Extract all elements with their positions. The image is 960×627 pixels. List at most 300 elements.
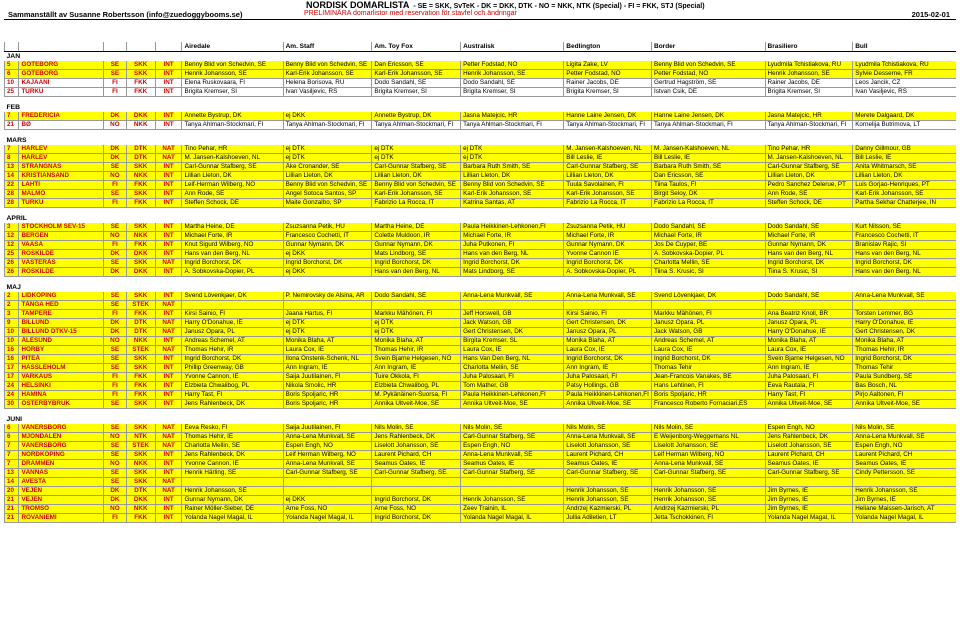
show-org: NTK [126, 433, 155, 442]
judge-cell: Carl-Gunnar Stafberg, SE [765, 469, 853, 478]
show-org: SKK [126, 190, 155, 199]
show-city: GÖTEBORG [19, 70, 104, 79]
show-day: 12 [5, 232, 19, 241]
judge-cell: A. Sobkovska-Dopier, PL [652, 250, 766, 259]
month-label: MAJ [6, 283, 21, 291]
show-org: SKK [126, 292, 155, 301]
show-city: VÄNERSBORG [19, 442, 104, 451]
show-city: ÖSTERBYBRUK [19, 400, 104, 409]
judge-cell: Harry Tast, FI [765, 391, 853, 400]
show-row[interactable] [5, 364, 957, 373]
show-row[interactable] [5, 373, 957, 382]
show-row[interactable] [5, 79, 957, 88]
judge-cell: Eeva Resko, FI [182, 424, 283, 433]
judge-cell: Seamus Oates, IE [461, 460, 564, 469]
show-row[interactable] [5, 181, 957, 190]
judge-cell: Lillian Lleton, DK [182, 172, 283, 181]
judge-cell: Lillian Lleton, DK [853, 172, 956, 181]
judge-cell: Nils Molin, SE [652, 424, 766, 433]
show-row[interactable] [5, 61, 957, 70]
judge-cell: Yvonne Cannon IE [564, 250, 652, 259]
show-org: NKK [126, 337, 155, 346]
show-city: VEJEN [19, 487, 104, 496]
judge-cell [853, 478, 956, 487]
judge-cell [283, 487, 372, 496]
judge-cell [853, 301, 956, 310]
show-country: NO [104, 460, 127, 469]
show-country: SE [104, 451, 127, 460]
judge-cell: Henrik Johansson, SE [652, 496, 766, 505]
judge-cell: Ann Ingram, IE [372, 364, 461, 373]
judge-cell: Charlotta Mellin, SE [461, 364, 564, 373]
judge-cell: ej DTK [372, 319, 461, 328]
judge-cell: Benny Blid von Schedvin, SE [182, 61, 283, 70]
show-city: HAMINA [19, 391, 104, 400]
judge-cell [564, 301, 652, 310]
show-row[interactable] [5, 292, 957, 301]
column-header: Airedale [182, 42, 283, 52]
show-org: SKK [126, 61, 155, 70]
show-row[interactable] [5, 268, 957, 277]
show-row[interactable] [5, 163, 957, 172]
show-org: SKK [126, 355, 155, 364]
show-row[interactable] [5, 391, 957, 400]
judge-cell: Leif Herman Wilberg, NO [652, 451, 766, 460]
show-country: DK [104, 268, 127, 277]
show-type: NAT [155, 433, 182, 442]
judge-cell: Laura Cox, IE [283, 346, 372, 355]
judge-cell: Boris Spoljaric, HR [283, 391, 372, 400]
judge-cell: Fabrizio La Rocca, IT [564, 199, 652, 208]
judge-cell: Mats Lindborg, SE [461, 268, 564, 277]
judge-cell: Ann Rode, SE [765, 190, 853, 199]
judge-cell: Jos De Cuyper, BE [652, 241, 766, 250]
show-row[interactable] [5, 310, 957, 319]
show-country: NO [104, 433, 127, 442]
judge-cell: Jullia Adiletien, LT [564, 514, 652, 523]
judge-cell: Jean-Francois Vanakes, BE [652, 373, 766, 382]
show-country: SE [104, 424, 127, 433]
judge-cell: Michael Forte, IR [564, 232, 652, 241]
show-day: 5 [5, 61, 19, 70]
judge-cell: Elzbieta Chwalibog, PL [182, 382, 283, 391]
judge-cell: Carl-Gunnar Stafberg, SE [765, 163, 853, 172]
show-day: 7 [5, 112, 19, 121]
show-row[interactable] [5, 478, 957, 487]
judge-cell [461, 487, 564, 496]
show-org: FKK [126, 382, 155, 391]
show-row[interactable] [5, 460, 957, 469]
show-city: BILLUND DTKV-15 [19, 328, 104, 337]
column-header: Border [652, 42, 766, 52]
judge-cell: Jack Watson, GB [461, 319, 564, 328]
judge-cell: Jeff Horswell, GB [461, 310, 564, 319]
judge-cell: Juha Palosaari, FI [461, 373, 564, 382]
judge-cell: Juha Palosaari, FI [564, 373, 652, 382]
judge-cell: Laurent Pichard, CH [372, 451, 461, 460]
show-country: SE [104, 355, 127, 364]
judge-cell: Ingrid Borchorst, DK [564, 355, 652, 364]
show-type: INT [155, 181, 182, 190]
judge-cell: Janusz Opara, PL [564, 328, 652, 337]
judge-cell: Jim Byrnes, IE [853, 496, 956, 505]
judge-cell: Anna-Lena Munkvall, SE [652, 460, 766, 469]
judge-cell: Petter Fodstad, NO [564, 70, 652, 79]
subtitle-text: - SE = SKK, SvTeK - DK = DKK, DTK - NO = NKK, NTK (Special) - FI = FKK, STJ (Special) [413, 3, 705, 10]
judge-cell [461, 301, 564, 310]
show-org: SKK [126, 259, 155, 268]
judge-cell: ej DTK [372, 154, 461, 163]
show-row[interactable] [5, 223, 957, 232]
show-row[interactable] [5, 487, 957, 496]
judge-cell [182, 478, 283, 487]
show-org: SKK [126, 478, 155, 487]
judge-cell: Liselott Johansson, SE [372, 442, 461, 451]
judge-cell: ej DTK [372, 145, 461, 154]
show-type: INT [155, 70, 182, 79]
judge-cell [182, 301, 283, 310]
judge-cell: Harry O'Donahue, IE [765, 328, 853, 337]
show-type: INT [155, 292, 182, 301]
judge-cell: Liselott Johansson, SE [765, 442, 853, 451]
show-day: 13 [5, 163, 19, 172]
judge-cell: Gunnar Nymann, DK [372, 241, 461, 250]
judge-cell: Hans van den Berg, NL [765, 250, 853, 259]
judge-cell: Ingrid Borchorst, DK [372, 259, 461, 268]
preliminary-notice: PRELIMINÄRA domarlistor med reservation för stavfel och ändringar [304, 10, 517, 17]
show-row[interactable] [5, 451, 957, 460]
judge-cell: Ann Ingram, IE [765, 364, 853, 373]
show-country: FI [104, 373, 127, 382]
show-country: DK [104, 154, 127, 163]
show-row[interactable] [5, 145, 957, 154]
judge-cell: Luis Gorjao-Henriques, PT [853, 181, 956, 190]
judge-cell: Boris Spoljaric, HR [283, 400, 372, 409]
show-type: INT [155, 460, 182, 469]
judge-cell: Tiina Taulos, FI [652, 181, 766, 190]
show-org: FKK [126, 391, 155, 400]
column-header: Bull [853, 42, 956, 52]
judge-cell: Lyudmila Tchistiakova, RU [765, 61, 853, 70]
judge-cell: Dodo Sandahl, SE [765, 292, 853, 301]
show-day: 16 [5, 355, 19, 364]
judge-cell [461, 478, 564, 487]
judge-cell: Janusz Opara, PL [652, 319, 766, 328]
judge-cell: Angel Sotoca Santos, SP [283, 190, 372, 199]
judge-cell: Anna-Lena Munkvall, SE [564, 433, 652, 442]
show-row[interactable] [5, 190, 957, 199]
judge-cell: Francesco Cochetti, IT [853, 232, 956, 241]
show-day: 7 [5, 451, 19, 460]
spreadsheet [4, 0, 956, 523]
judge-cell: Rainer Jacobs, DE [765, 79, 853, 88]
compiled-by: Sammanställt av Susanne Robertsson (info@zuedoggybooms.se) [8, 10, 243, 19]
show-day: 28 [5, 190, 19, 199]
show-row[interactable] [5, 496, 957, 505]
judge-cell: Yolanda Nagel Magal, IL [853, 514, 956, 523]
show-row[interactable] [5, 121, 957, 130]
judge-cell: Ann Ingram, IE [283, 364, 372, 373]
judge-cell: Steffen Schock, DE [182, 199, 283, 208]
show-row[interactable] [5, 154, 957, 163]
show-row[interactable] [5, 400, 957, 409]
judge-cell: Seamus Oates, IE [372, 460, 461, 469]
judge-cell: Espen Engh, NO [853, 442, 956, 451]
judge-cell: Ann Rode, SE [182, 190, 283, 199]
show-city: LIDKÖPING [19, 292, 104, 301]
show-city: ROSKILDE [19, 268, 104, 277]
show-org: NKK [126, 121, 155, 130]
judge-cell: Tiina S. Krusic, SI [652, 268, 766, 277]
month-header [5, 214, 957, 223]
judge-cell: Jens Rahlenbeck, DK [182, 451, 283, 460]
show-country: NO [104, 505, 127, 514]
judge-cell: Tanya Ahlman-Stockmari, FI [652, 121, 766, 130]
show-row[interactable] [5, 469, 957, 478]
judge-cell [765, 301, 853, 310]
judge-cell [564, 478, 652, 487]
show-day: 3 [5, 223, 19, 232]
judge-cell: Nils Molin, SE [461, 424, 564, 433]
show-row[interactable] [5, 346, 957, 355]
show-row[interactable] [5, 70, 957, 79]
show-day: 16 [5, 346, 19, 355]
show-row[interactable] [5, 259, 957, 268]
judge-cell: Ingrid Borchorst, DK [283, 259, 372, 268]
judge-cell: Henrik Johansson, SE [182, 487, 283, 496]
show-row[interactable] [5, 88, 957, 97]
judge-cell: Gert Christensen, DK [461, 328, 564, 337]
judge-cell: Lillian Lleton, DK [765, 172, 853, 181]
judge-cell: Jens Rahlenbeck, DK [765, 433, 853, 442]
judge-cell: Laurent Pichard, CH [853, 451, 956, 460]
show-country: DK [104, 328, 127, 337]
judge-cell: Paula Sundberg, SE [853, 373, 956, 382]
show-row[interactable] [5, 424, 957, 433]
show-country: FI [104, 391, 127, 400]
judge-cell: Seamus Oates, IE [853, 460, 956, 469]
show-day: 7 [5, 442, 19, 451]
judge-cell: Barbara Ruth Smith, SE [461, 163, 564, 172]
show-type: INT [155, 112, 182, 121]
show-row[interactable] [5, 328, 957, 337]
judge-cell: ej DTK [461, 145, 564, 154]
show-city: VEJEN [19, 496, 104, 505]
judge-cell: Jasna Matejcic, HR [765, 112, 853, 121]
judge-cell: Jasna Matejcic, HR [461, 112, 564, 121]
judge-cell: Ingrid Borchorst, DK [564, 259, 652, 268]
judge-cell: Brigita Kremser, SI [461, 88, 564, 97]
show-row[interactable] [5, 199, 957, 208]
list-date: 2015-02-01 [911, 10, 950, 19]
judge-cell [652, 478, 766, 487]
judge-cell: Dodo Sandahl, SE [372, 79, 461, 88]
show-day: 25 [5, 250, 19, 259]
judge-cell: Hans van den Berg, NL [853, 250, 956, 259]
month-label: MARS [6, 136, 27, 144]
header-spacer [155, 42, 182, 52]
show-day: 8 [5, 154, 19, 163]
judge-cell: Ligita Zake, LV [564, 61, 652, 70]
show-row[interactable] [5, 319, 957, 328]
judge-cell: ej DTK [283, 328, 372, 337]
show-type: INT [155, 373, 182, 382]
show-org: STEK [126, 346, 155, 355]
judge-cell: Yolanda Nagel Magal, IL [765, 514, 853, 523]
month-label: JUNI [6, 415, 22, 423]
show-city: KAJAANI [19, 79, 104, 88]
judge-cell: Markku Mähönen, FI [652, 310, 766, 319]
judge-cell: Jim Byrnes, IE [765, 487, 853, 496]
show-city: TROMSÖ [19, 505, 104, 514]
judge-cell: Yolanda Nagel Magal, IL [283, 514, 372, 523]
show-country: NO [104, 172, 127, 181]
judge-cell: Harry Tast, FI [182, 391, 283, 400]
show-type: INT [155, 61, 182, 70]
judge-cell: Martha Heine, DE [372, 223, 461, 232]
judge-cell: Phillip Greenway, GB [182, 364, 283, 373]
judge-cell: Jens Rahlenbeck, DK [182, 400, 283, 409]
judge-cell: Jetta Tschokkinen, FI [652, 514, 766, 523]
judge-cell: Eeva Rautala, FI [765, 382, 853, 391]
show-row[interactable] [5, 250, 957, 259]
judge-cell: M. Jansen-Kalshoeven, NL [564, 145, 652, 154]
column-header: Bedlington [564, 42, 652, 52]
show-country: SE [104, 163, 127, 172]
judge-cell: P. Nemirovsky de Alsina, AR [283, 292, 372, 301]
show-country: FI [104, 310, 127, 319]
show-row[interactable] [5, 442, 957, 451]
judge-cell: Hans van den Berg, NL [182, 250, 283, 259]
judge-cell: Michael Forte, IR [461, 232, 564, 241]
judge-cell: M. Jansen-Kalshoeven, NL [182, 154, 283, 163]
judge-cell: Kirsi Sainio, FI [564, 310, 652, 319]
show-city: HÄRLEV [19, 145, 104, 154]
column-header: Australisk [461, 42, 564, 52]
judge-cell: Hans van den Berg, NL [372, 268, 461, 277]
judge-cell: Yolanda Nagel Magal, IL [461, 514, 564, 523]
show-country: NO [104, 337, 127, 346]
show-city: AVESTA [19, 478, 104, 487]
show-day: 13 [5, 469, 19, 478]
show-city: HÄRLEV [19, 154, 104, 163]
judge-cell: Ingrid Borchorst, DK [853, 259, 956, 268]
show-day: 22 [5, 181, 19, 190]
judge-cell: Mats Lindborg, SE [372, 250, 461, 259]
month-header [5, 103, 957, 112]
judge-cell: ej DKK [283, 268, 372, 277]
show-type: INT [155, 382, 182, 391]
show-country: DK [104, 319, 127, 328]
judge-cell: Lillian Lleton, DK [283, 172, 372, 181]
judge-cell: M. Jansen-Kalshoeven, NL [652, 145, 766, 154]
show-city: VAASA [19, 241, 104, 250]
month-label: FEB [6, 103, 21, 111]
judge-cell: Benny Blid von Schedvin, SE [652, 61, 766, 70]
judge-cell: Birgita Kremser, SL [461, 337, 564, 346]
judge-cell: Steffen Schock, DE [765, 199, 853, 208]
judge-cell: Thomas Tehir [652, 364, 766, 373]
judge-cell: Monika Blaha, AT [564, 337, 652, 346]
judge-cell: E Weijenborg-Weggemans NL [652, 433, 766, 442]
show-type: NAT [155, 319, 182, 328]
show-country: DK [104, 487, 127, 496]
judge-cell: Yvonne Cannon, IE [182, 460, 283, 469]
judge-cell: Ana Beatriz Knoll, BR [765, 310, 853, 319]
show-day: 26 [5, 268, 19, 277]
judge-cell: Anita Whitmarsch, SE [853, 163, 956, 172]
show-row[interactable] [5, 232, 957, 241]
show-country: DK [104, 250, 127, 259]
judge-cell: Merete Dalgaard, DK [853, 112, 956, 121]
header-divider [4, 19, 956, 20]
judge-cell: Ingrid Borchorst, DK [182, 259, 283, 268]
show-day: 6 [5, 433, 19, 442]
show-day: 17 [5, 373, 19, 382]
judge-cell: Lillian Lleton, DK [461, 172, 564, 181]
show-day: 6 [5, 70, 19, 79]
show-row[interactable] [5, 337, 957, 346]
judge-cell: Annika Ultveit-Moe, SE [372, 400, 461, 409]
judge-cell: Monika Blaha, AT [765, 337, 853, 346]
show-city: TÅNGA HED [19, 301, 104, 310]
judge-cell: Leos Jancik, CZ [853, 79, 956, 88]
show-row[interactable] [5, 505, 957, 514]
judge-cell: Yolanda Nagel Magal, IL [182, 514, 283, 523]
show-row[interactable] [5, 241, 957, 250]
judge-cell: Laura Cox, IE [461, 346, 564, 355]
show-org: DKK [126, 250, 155, 259]
judge-cell: Anna-Lena Munkvall, SE [461, 451, 564, 460]
show-city: KRISTIANSAND [19, 172, 104, 181]
month-header [5, 136, 957, 145]
show-row[interactable] [5, 301, 957, 310]
judge-cell: Dan Ericsson, SE [652, 172, 766, 181]
show-day: 26 [5, 259, 19, 268]
show-day: 14 [5, 172, 19, 181]
judge-cell: Bill Leslie, IE [853, 154, 956, 163]
show-org: FKK [126, 79, 155, 88]
judge-cell: Åke Cronander, SE [283, 163, 372, 172]
judge-cell: Lillian Lleton, DK [372, 172, 461, 181]
header-spacer [5, 42, 19, 52]
judge-cell: Colette Muldoon, IR [372, 232, 461, 241]
judge-cell: Danny Gillmour, GB [853, 145, 956, 154]
judge-cell: Carl-Gunnar Stafberg, SE [372, 469, 461, 478]
show-type: INT [155, 121, 182, 130]
show-type: NAT [155, 478, 182, 487]
show-row[interactable] [5, 172, 957, 181]
show-row[interactable] [5, 433, 957, 442]
show-row[interactable] [5, 355, 957, 364]
show-type: INT [155, 469, 182, 478]
judge-cell: Birgit Seloy, DK [652, 190, 766, 199]
show-org: FKK [126, 514, 155, 523]
show-day: 21 [5, 514, 19, 523]
show-row[interactable] [5, 112, 957, 121]
show-org: SKK [126, 364, 155, 373]
show-row[interactable] [5, 382, 957, 391]
judge-cell: Svein Bjarne Helgesen, NO [765, 355, 853, 364]
judge-cell: ej DTK [283, 319, 372, 328]
show-row[interactable] [5, 514, 957, 523]
show-day: 14 [5, 478, 19, 487]
show-country: SE [104, 70, 127, 79]
show-type: INT [155, 451, 182, 460]
judge-cell: Annika Ultveit-Moe, SE [853, 400, 956, 409]
judge-cell: ej DTK [372, 328, 461, 337]
judge-cell: Liselott Johansson, SE [564, 442, 652, 451]
